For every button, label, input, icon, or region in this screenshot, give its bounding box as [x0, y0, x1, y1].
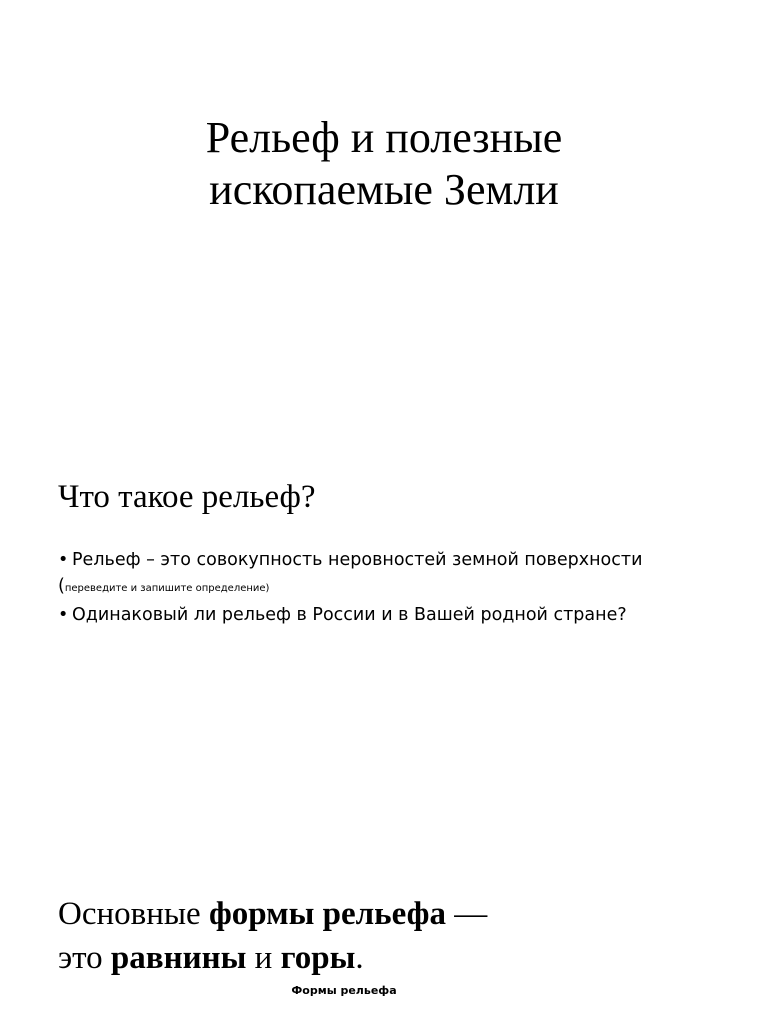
note-paren: ( — [58, 576, 65, 596]
definition-slide — [0, 455, 768, 685]
translation-note — [58, 573, 748, 602]
bullet-text: Рельеф – это совокупность неровностей земной поверхности — [72, 550, 643, 570]
bullet-list — [58, 547, 748, 628]
slide-title-line-2: ископаемые Земли — [209, 165, 559, 214]
landforms-statement — [58, 892, 487, 980]
statement-text: . — [355, 940, 364, 976]
statement-bold-term: горы — [280, 940, 356, 976]
bullet-dot-icon: • — [58, 550, 69, 570]
bullet-dot-icon: • — [58, 605, 69, 625]
bullet-item-definition — [58, 547, 748, 573]
slide-title — [0, 112, 768, 216]
statement-text: это — [58, 940, 111, 976]
statement-text: Основные — [58, 896, 209, 932]
bullet-item-question — [58, 602, 748, 628]
statement-bold-term: равнины — [110, 940, 247, 976]
statement-text: — — [445, 896, 488, 932]
statement-bold-term: формы рельефа — [208, 896, 446, 932]
figure-caption: Формы рельефа — [291, 984, 397, 997]
slide-title-line-1: Рельеф и полезные — [205, 113, 563, 162]
bullet-text: Одинаковый ли рельеф в России и в Вашей родной стране? — [72, 605, 627, 625]
note-text: переведите и запишите определение) — [64, 583, 270, 594]
statement-text: и — [246, 940, 281, 976]
landforms-slide — [0, 880, 768, 1024]
title-slide — [0, 0, 768, 330]
slide-heading: Что такое рельеф? — [58, 479, 316, 515]
